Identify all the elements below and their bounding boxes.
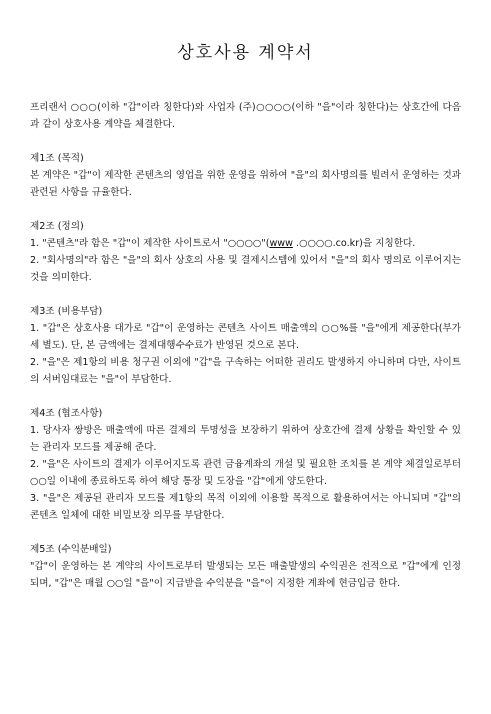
article-heading: 제4조 (협조사항) [30,408,103,419]
article-heading: 제1조 (목적) [30,153,84,164]
article-3 [30,303,461,388]
article-paragraph: 본 계약은 "갑"이 제작한 콘텐츠의 영업을 위한 운영을 위하여 "을"의 회사명의를 빌려서 운영하는 것과 관련된 사항을 규율한다. [30,170,461,198]
site-url-link[interactable]: www [269,238,293,249]
article-paragraph: 2. "을"은 제1항의 비용 청구권 이외에 "갑"을 구속하는 어떠한 권리도 발생하지 아니하며 다만, 사이트의 서버임대료는 "을"이 부담한다. [30,357,461,385]
document-title: 상호사용 계약서 [177,43,314,63]
article-5 [30,541,461,592]
article-paragraph [30,235,461,252]
paragraph-text: 1. "콘텐츠"라 함은 "갑"이 제작한 사이트로서 "○○○○"( [30,238,270,249]
article-4 [30,405,461,524]
article-2 [30,218,461,286]
article-paragraph: 1. "갑"은 상호사용 대가로 "갑"이 운영하는 콘텐츠 사이트 매출액의 ○○%를 "을"에게 제공한다(부가세 별도). 단, 본 금액에는 결제대행수수료가 반영된 것으로 본다. [30,323,461,351]
article-paragraph: 2. "을"은 사이트의 결제가 이루어지도록 관련 금융계좌의 개설 및 필요한 조치를 본 계약 체결일로부터 ○○일 이내에 종료하도록 하여 해당 통장 및 도장을 "갑"에게 양도한다. [30,459,461,487]
article-heading: 제2조 (정의) [30,221,84,232]
article-heading: 제3조 (비용부담) [30,306,103,317]
article-1 [30,150,461,201]
article-heading: 제5조 (수익분배일) [30,544,112,555]
article-paragraph: "갑"이 운영하는 본 계약의 사이트로부터 발생되는 모든 매출발생의 수익권은 전적으로 "갑"에게 인정되며, "갑"은 매월 ○○일 "을"이 지급받을 수익분을 "을"이 지정한 계좌에 현금입금 한다. [30,561,461,589]
intro-paragraph: 프리랜서 ○○○(이하 "갑"이라 칭한다)와 사업자 (주)○○○○(이하 "을"이라 칭한다)는 상호간에 다음과 같이 상호사용 계약을 체결한다. [30,102,461,130]
article-paragraph: 3. "을"은 제공된 관리자 모드를 제1항의 목적 이외에 이용할 목적으로 활용하여서는 아니되며 "갑"의 콘텐츠 일체에 대한 비밀보장 의무를 부담한다. [30,493,461,521]
article-paragraph: 1. 당사자 쌍방은 매출액에 따른 결제의 투명성을 보장하기 위하여 상호간에 결제 상황을 확인할 수 있는 관리자 모드를 제공해 준다. [30,425,461,453]
paragraph-text: .○○○○.co.kr)을 지칭한다. [296,238,416,249]
article-paragraph: 2. "회사명의"라 함은 "을"의 회사 상호의 사용 및 결제시스템에 있어서 "을"의 회사 명의로 이루어지는 것을 의미한다. [30,255,461,283]
